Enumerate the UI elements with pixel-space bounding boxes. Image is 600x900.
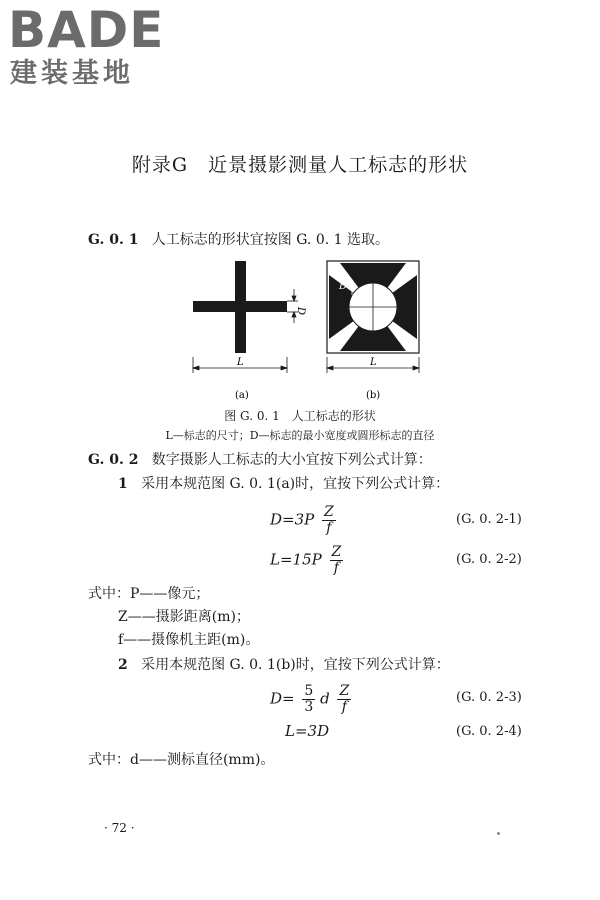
- figure-g01: [180, 255, 440, 405]
- item-number: 2: [118, 657, 128, 673]
- coefficient-numerator: 5: [304, 683, 314, 699]
- formula-lhs: D=: [270, 689, 295, 708]
- fraction-denominator: f: [333, 560, 339, 576]
- formula-4: L=3D: [285, 722, 330, 740]
- formula-1-number: (G. 0. 2-1): [456, 512, 522, 527]
- where-f: f——摄像机主距(m)。: [118, 632, 260, 648]
- item-1: [118, 474, 449, 494]
- figure-note: L—标志的尺寸；D—标志的最小宽度或圆形标志的直径: [165, 429, 435, 442]
- fraction-numerator: Z: [331, 544, 342, 560]
- clause-number: G. 0. 2: [88, 452, 139, 468]
- cross-marker-a: [193, 261, 287, 353]
- formula-fraction: [322, 505, 336, 536]
- label-b: (b): [366, 390, 381, 401]
- formula-2-number: (G. 0. 2-2): [456, 552, 522, 567]
- where-z: Z——摄影距离(m)；: [118, 609, 250, 625]
- formula-2: [270, 545, 343, 576]
- clause-number: G. 0. 1: [88, 232, 139, 248]
- formula-fraction: [330, 545, 344, 576]
- formula-3: [270, 684, 351, 715]
- dim-L-label-b: L: [370, 357, 377, 368]
- formula-fraction: [337, 684, 351, 715]
- dim-D-label-b: D: [339, 281, 348, 292]
- figure-caption: 图 G. 0. 1 人工标志的形状: [224, 409, 376, 423]
- dim-L-label-a: L: [237, 357, 244, 368]
- logo-brand: BADE: [8, 1, 165, 59]
- item-text: 采用本规范图 G. 0. 1(a)时，宜按下列公式计算：: [141, 476, 450, 492]
- formula-4-number: (G. 0. 2-4): [456, 724, 522, 739]
- fraction-numerator: Z: [339, 683, 350, 699]
- item-text: 采用本规范图 G. 0. 1(b)时，宜按下列公式计算：: [141, 657, 450, 673]
- dim-D-label-a: D: [295, 307, 306, 316]
- clause-g02: [88, 450, 432, 470]
- appendix-title: 附录G 近景摄影测量人工标志的形状: [131, 154, 469, 176]
- formula-3-number: (G. 0. 2-3): [456, 690, 522, 705]
- where-p: 式中：P——像元；: [88, 586, 210, 602]
- label-a: (a): [235, 390, 249, 401]
- formula-1: [270, 505, 336, 536]
- formula-lhs: D=3P: [270, 510, 315, 529]
- clause-text: 数字摄影人工标志的大小宜按下列公式计算：: [151, 452, 432, 468]
- item-number: 1: [118, 476, 128, 492]
- formula-variable: d: [320, 689, 330, 708]
- dim-D-a: [287, 289, 298, 323]
- scan-speck: [497, 832, 500, 835]
- item-2: [118, 655, 450, 675]
- fraction-denominator: f: [326, 520, 332, 536]
- logo-subtitle: 建装基地: [10, 58, 134, 89]
- formula-lhs: L=15P: [270, 550, 322, 569]
- page-number: · 72 ·: [104, 821, 135, 835]
- formula-coefficient: [302, 684, 315, 715]
- clause-g01: [88, 230, 389, 250]
- circle-marker-b: [327, 261, 419, 353]
- coefficient-denominator: 3: [304, 699, 314, 715]
- clause-text: 人工标志的形状宜按图 G. 0. 1 选取。: [151, 232, 389, 248]
- fraction-numerator: Z: [324, 504, 334, 520]
- where-d: 式中：d——测标直径(mm)。: [88, 752, 275, 768]
- fraction-denominator: f: [341, 699, 347, 715]
